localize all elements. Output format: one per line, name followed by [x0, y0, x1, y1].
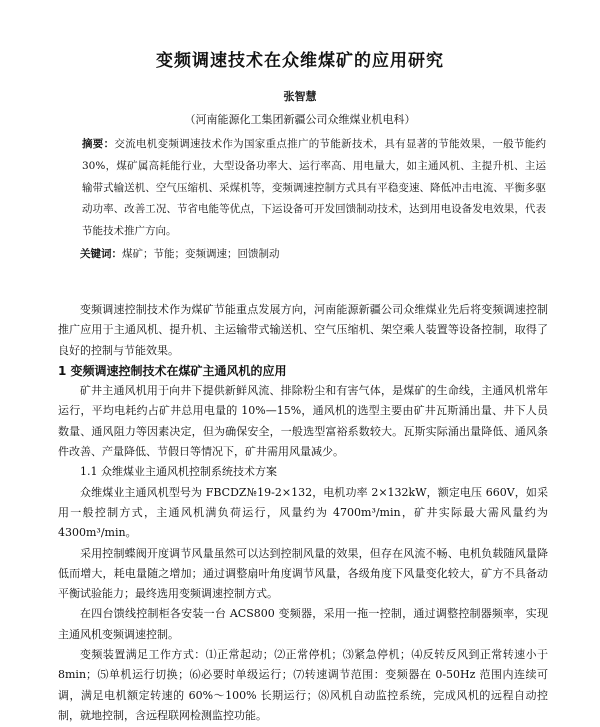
paper-title: 变频调速技术在众维煤矿的应用研究: [156, 51, 444, 71]
intro-paragraph: 变频调速控制技术作为煤矿节能重点发展方向，河南能源新疆公司众维煤业先后将变频调速控制推广应用于主通风机、提升机、主运输带式输送机、空气压缩机、架空乘人装置等设备控制，取得了良好的控制与节能效果。: [58, 303, 548, 357]
operation-modes-paragraph: 变频装置满足工作方式：⑴正常起动；⑵正常停机；⑶紧急停机；⑷反转反风到正常转速小于 8min；⑸单机运行切换；⑹必要时单级运行；⑺转速调节范围：变频器在 0-50Hz 范围内连续可调，满足电机额定转速的 60%～100% 长期运行；⑻风机自动监控系统，完成风机的远程自动控制，就地控制，含远程联网检测监控功能。: [58, 648, 548, 722]
fan-spec-paragraph: 众维煤业主通风机型号为 FBCDZ№19-2×132，电机功率 2×132kW，额定电压 660V，如采用一般控制方式，主通风机满负荷运行，风量约为 4700m³/min，矿井实际最大需风量约为 4300m³/min。: [58, 485, 548, 540]
keywords: [80, 246, 280, 261]
section-1-1-heading: 1.1 众维煤业主通风机控制系统技术方案: [80, 465, 277, 479]
section-1-paragraph: 矿井主通风机用于向井下提供新鲜风流、排除粉尘和有害气体，是煤矿的生命线，主通风机常年运行，平均电耗约占矿井总用电量的 10%—15%，通风机的选型主要由矿井瓦斯涌出量、井下人员数量、通风阻力等因素决定，但为确保安全，一般选型富裕系数较大。瓦斯实际涌出量降低、通风条件改善、产量降低、节假日等情况下，矿井需用风量减少。: [58, 384, 548, 459]
author-name: 张智慧: [283, 90, 317, 103]
keywords-text: 煤矿；节能；变频调速；回馈制动: [122, 248, 280, 260]
author-affiliation: （河南能源化工集团新疆公司众维煤业机电科）: [184, 113, 416, 126]
abstract-label: 摘要：: [82, 138, 115, 150]
control-method-paragraph: 采用控制蝶阀开度调节风量虽然可以达到控制风量的效果，但存在风流不畅、电机负载随风量降低而增大，耗电量随之增加；通过调整扇叶角度调节风量，各级角度下风量变化较大，矿方不具备动平衡试验能力；最终选用变频调速控制方式。: [58, 546, 548, 601]
abstract: [60, 134, 546, 243]
abstract-text: 交流电机变频调速技术作为国家重点推广的节能新技术，具有显著的节能效果，一般节能约 30%，煤矿属高耗能行业，大型设备功率大、运行率高、用电量大，如主通风机、主提升机、主运输带式输送机、空气压缩机、采煤机等，变频调速控制方式具有平稳变速、降低冲击电流、平衡多驱动功率、改善工况、节省电能等优点，下运设备可开发回馈制动技术，达到用电设备发电效果，代表节能技术推广方向。: [82, 138, 547, 238]
keywords-label: 关键词：: [80, 248, 122, 260]
paper-body: [58, 300, 548, 726]
inverter-paragraph: 在四台馈线控制柜各安装一台 ACS800 变频器，采用一拖一控制，通过调整控制器频率，实现主通风机变频调速控制。: [58, 607, 548, 641]
section-1-heading: 1 变频调速控制技术在煤矿主通风机的应用: [58, 363, 287, 378]
